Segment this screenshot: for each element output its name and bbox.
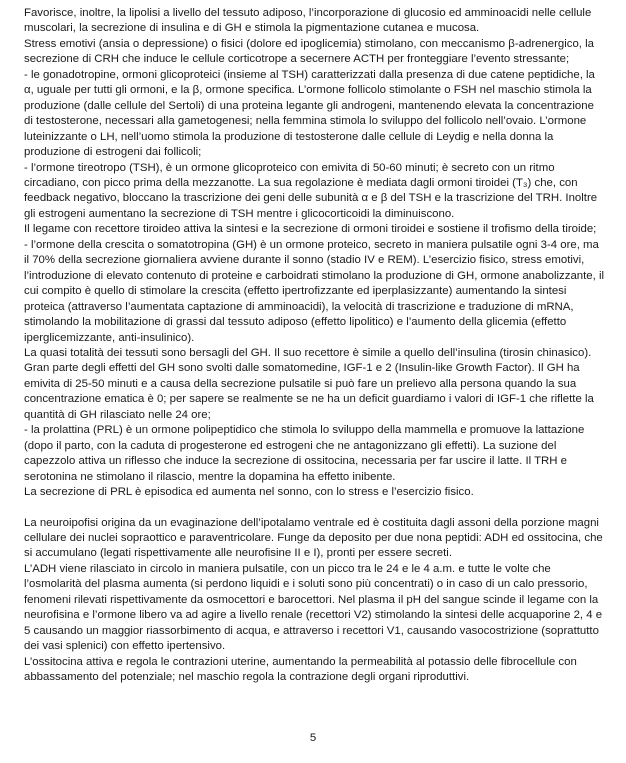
paragraph-stress-crh: Stress emotivi (ansia o depressione) o fisici (dolore ed ipoglicemia) stimolano, con meccanismo β-adrenergico, la secrezione di CRH che induce le cellule corticotrope a secernere ACTH per fronteggiare l’evento stressante; [24,37,595,66]
paragraph-adh: L’ADH viene rilasciato in circolo in maniera pulsatile, con un picco tra le 24 e le 4 a.m. e tutte le volte che l’osmolarità del plasma aumenta (si perdono liquidi e i soluti sono più concentrati) o in caso di un calo pressorio, fenomeni rilevati rispettivamente da osmocettori e barocettori. Nel plasma il pH del sangue scinde il legame con la neurofisina e l’ormone libero va ad agire a livello renale (recettori V2) stimolando la sintesi delle acquaporine 2, 4 e 5 causando un maggior riassorbimento di acqua, e attraverso i recettori V1, causando vasocostrizione (soprattutto dei vasi splenici) con effetto ipertensivo. [24,562,603,653]
page-body [24,6,604,685]
paragraph-tsh: - l’ormone tireotropo (TSH), è un ormone glicoproteico con emivita di 50-60 minuti; è secreto con un ritmo circadiano, con picco prima della mezzanotte. La sua regolazione è mediata dagli ormoni tiroidei (T₃) che, con feedback negativo, bloccano la trascrizione dei geni delle subunità α e β del TSH e la trascrizione del TRH. Inoltre gli estrogeni aumentano la secrezione di TSH mentre i glicocorticoidi la diminuiscono. [24,161,598,220]
paragraph-lipolysis: Favorisce, inoltre, la lipolisi a livello del tessuto adiposo, l’incorporazione di glucosio ed amminoacidi nelle cellule muscolari, la secrezione di insulina e di GH e stimola la pigmentazione cutanea e mucosa. [24,7,592,35]
paragraph-spacer [24,501,604,516]
paragraph-neurohypophysis: La neuroipofisi origina da un evaginazione dell’ipotalamo ventrale ed è costituita dagli assoni della porzione magni cellulare dei nuclei sopraottico e paraventricolare. Funge da deposito per due nona peptidi: ADH ed ossitocina, che si accumulano (legati rispettivamente alle neurofisine II e I), pronti per essere secreti. [24,516,603,560]
paragraph-oxytocin: L’ossitocina attiva e regola le contrazioni uterine, aumentando la permeabilità al potassio delle fibrocellule con abbassamento del potenziale; nel maschio regola la contrazione degli organi riproduttivi. [24,655,577,684]
page-number: 5 [309,732,317,744]
paragraph-prolactin: - la prolattina (PRL) è un ormone polipeptidico che stimola lo sviluppo della mammella e promuove la lattazione (dopo il parto, con la caduta di progesterone ed estrogeni che ne antagonizzano gli effetti). La suzione del capezzolo attiva un riflesso che induce la secrezione di ossitocina, necessaria per far uscire il latte. Il TRH e serotonina ne stimolano il rilascio, mentre la dopamina ha effetto inibente. [24,424,585,483]
paragraph-growth-hormone: - l’ormone della crescita o somatotropina (GH) è un ormone proteico, secreto in maniera pulsatile ogni 3-4 ore, ma il 70% della secrezione giornaliera avviene durante il sonno (stadio IV e REM). L’esercizio fisico, stress emotivi, l’introduzione di elevato contenuto di proteine e carboidrati stimolano la produzione di GH, ormone anabolizzante, il cui compito è quello di stimolare la crescita (effetto ipertrofizzante ed iperplasizzante) aumentando la sintesi proteica (attraverso l’aumentata captazione di amminoacidi), la velocità di trascrizione e traduzione di mRNA, stimolando la mobilitazione di grassi dal tessuto adiposo (effetto lipolitico) e l’aumento della glicemia (effetto iperglicemizzante, anti-insulinico). [24,238,605,344]
paragraph-gonadotropins: - le gonadotropine, ormoni glicoproteici (insieme al TSH) caratterizzati dalla presenza di due catene peptidiche, la α, uguale per tutti gli ormoni, e la β, ormone specifica. L’ormone follicolo stimolante o FSH nel maschio stimola la produzione (dalle cellule del Sertoli) di una proteina legante gli androgeni, mantenendo elevata la concentrazione di testosterone, necessari alla gametogenesi; nella femmina stimola lo sviluppo del follicolo nell’ovaio. L’ormone luteinizzante o LH, nell’uomo stimola la produzione di testosterone dalle cellule di Leydig e nella donna la produzione di estrogeni dai follicoli; [24,68,595,159]
paragraph-thyroid-receptor: Il legame con recettore tiroideo attiva la sintesi e la secrezione di ormoni tiroidei e sostiene il trofismo della tiroide; [24,223,597,236]
paragraph-gh-targets: La quasi totalità dei tessuti sono bersagli del GH. Il suo recettore è simile a quello dell’insulina (tirosin chinasico). Gran parte degli effetti del GH sono svolti dalle somatomedine, IGF-1 e 2 (Insulin-like Growth Factor). Il GH ha emivita di 25-50 minuti e a causa della secrezione pulsatile si può fare un prelievo alla persona quando la sua concentrazione ematica è 0; per sapere se realmente se ne ha un deficit guardiamo i valori di IGF-1 che riflette la quantità di GH rilasciato nelle 24 ore; [24,346,594,421]
paragraph-prl-secretion: La secrezione di PRL è episodica ed aumenta nel sonno, con lo stress e l’esercizio fisico. [24,486,474,499]
